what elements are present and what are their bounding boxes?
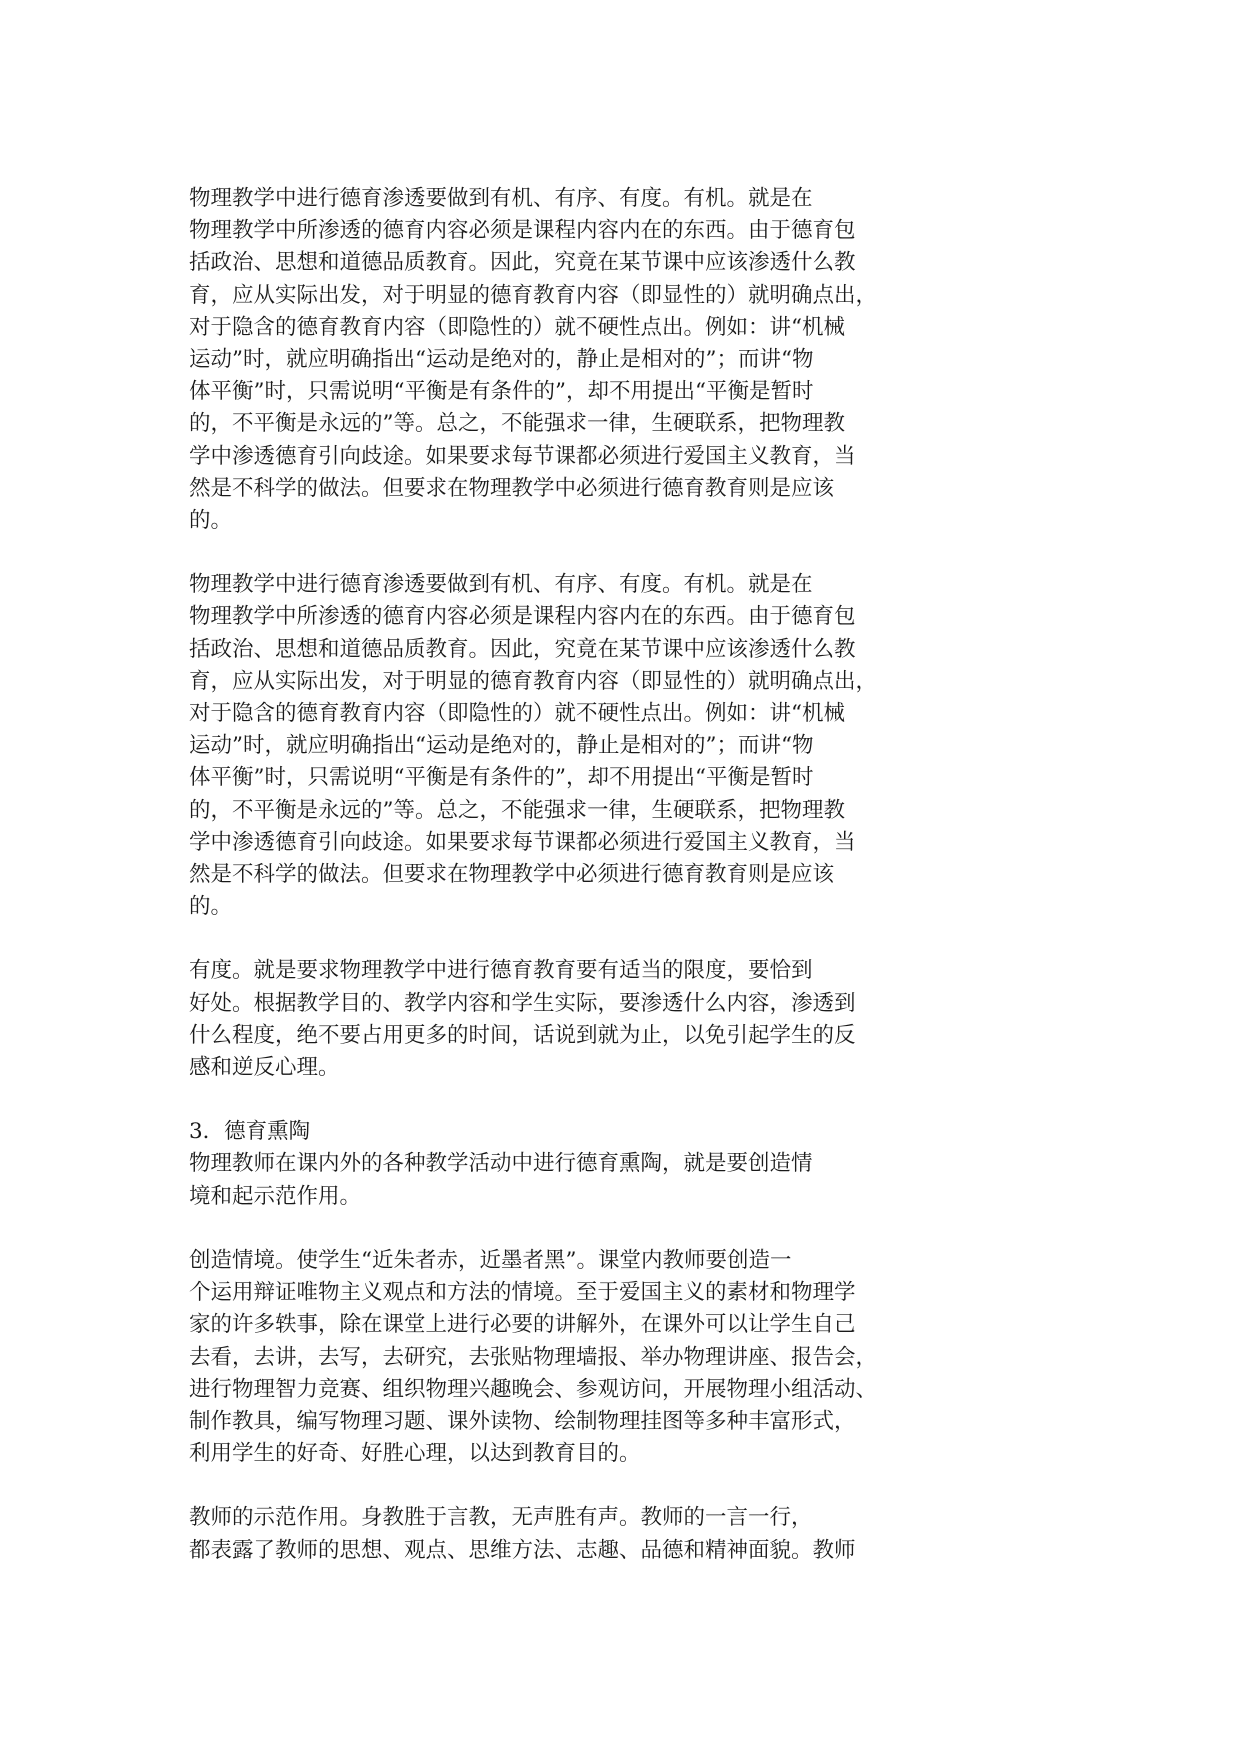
text-line: 制作教具，编写物理习题、课外读物、绘制物理挂图等多种丰富形式， [189,1408,856,1434]
text-line: 学中渗透德育引向歧途。如果要求每节课都必须进行爱国主义教育，当 [189,443,856,469]
text-line: 的，不平衡是永远的”等。总之，不能强求一律，生硬联系，把物理教 [189,411,845,437]
text-line: 体平衡”时，只需说明“平衡是有条件的”，却不用提出“平衡是暂时 [189,765,814,791]
text-line: 进行物理智力竞赛、组织物理兴趣晚会、参观访问，开展物理小组活动、 [189,1376,878,1402]
text-line: 运动”时，就应明确指出“运动是绝对的，静止是相对的”；而讲“物 [189,733,814,759]
paragraph [189,1116,889,1213]
text-line: 对于隐含的德育教育内容（即隐性的）就不硬性点出。例如：讲“机械 [189,314,845,340]
text-line: 都表露了教师的思想、观点、思维方法、志趣、品德和精神面貌。教师 [189,1537,856,1563]
paragraph [189,955,889,1084]
text-line: 括政治、思想和道德品质教育。因此，究竟在某节课中应该渗透什么教 [189,250,856,276]
text-line: 然是不科学的做法。但要求在物理教学中必须进行德育教育则是应该 [189,862,835,888]
text-line: 体平衡”时，只需说明“平衡是有条件的”，却不用提出“平衡是暂时 [189,379,814,405]
text-line: 什么程度，绝不要占用更多的时间，话说到就为止，以免引起学生的反 [189,1022,856,1048]
paragraph [189,1502,889,1566]
text-line: 然是不科学的做法。但要求在物理教学中必须进行德育教育则是应该 [189,475,835,501]
text-line: 有度。就是要求物理教学中进行德育教育要有适当的限度，要恰到 [189,958,813,984]
text-line: 好处。根据教学目的、教学内容和学生实际，要渗透什么内容，渗透到 [189,990,856,1016]
text-line: 物理教学中进行德育渗透要做到有机、有序、有度。有机。就是在 [189,186,813,211]
text-line: 家的许多轶事，除在课堂上进行必要的讲解外，在课外可以让学生自己 [189,1312,856,1338]
text-line: 物理教师在课内外的各种教学活动中进行德育熏陶，就是要创造情 [189,1151,813,1177]
text-line: 对于隐含的德育教育内容（即隐性的）就不硬性点出。例如：讲“机械 [189,701,845,727]
text-line: 的。 [189,508,233,534]
text-line: 学中渗透德育引向歧途。如果要求每节课都必须进行爱国主义教育，当 [189,829,856,855]
text-line: 3．德育熏陶 [189,1119,311,1145]
text-line: 感和逆反心理。 [189,1055,340,1081]
text-line: 个运用辩证唯物主义观点和方法的情境。至于爱国主义的素材和物理学 [189,1280,856,1306]
document-body [189,183,889,1599]
paragraph [189,183,889,537]
text-line: 物理教学中所渗透的德育内容必须是课程内容内在的东西。由于德育包 [189,218,856,244]
text-line: 育，应从实际出发，对于明显的德育教育内容（即显性的）就明确点出， [189,282,878,308]
text-line: 利用学生的好奇、好胜心理，以达到教育目的。 [189,1441,641,1467]
text-line: 创造情境。使学生“近朱者赤，近墨者黑”。课堂内教师要创造一 [189,1247,792,1273]
text-line: 的。 [189,894,233,920]
text-line: 境和起示范作用。 [189,1183,362,1209]
text-line: 物理教学中所渗透的德育内容必须是课程内容内在的东西。由于德育包 [189,604,856,630]
text-line: 物理教学中进行德育渗透要做到有机、有序、有度。有机。就是在 [189,572,813,598]
text-line: 运动”时，就应明确指出“运动是绝对的，静止是相对的”；而讲“物 [189,347,814,373]
paragraph [189,1245,889,1470]
text-line: 教师的示范作用。身教胜于言教，无声胜有声。教师的一言一行， [189,1505,813,1531]
paragraph [189,569,889,923]
text-line: 育，应从实际出发，对于明显的德育教育内容（即显性的）就明确点出， [189,668,878,694]
text-line: 的，不平衡是永远的”等。总之，不能强求一律，生硬联系，把物理教 [189,797,845,823]
text-line: 去看，去讲，去写，去研究，去张贴物理墙报、举办物理讲座、报告会， [189,1344,878,1370]
text-line: 括政治、思想和道德品质教育。因此，究竟在某节课中应该渗透什么教 [189,636,856,662]
